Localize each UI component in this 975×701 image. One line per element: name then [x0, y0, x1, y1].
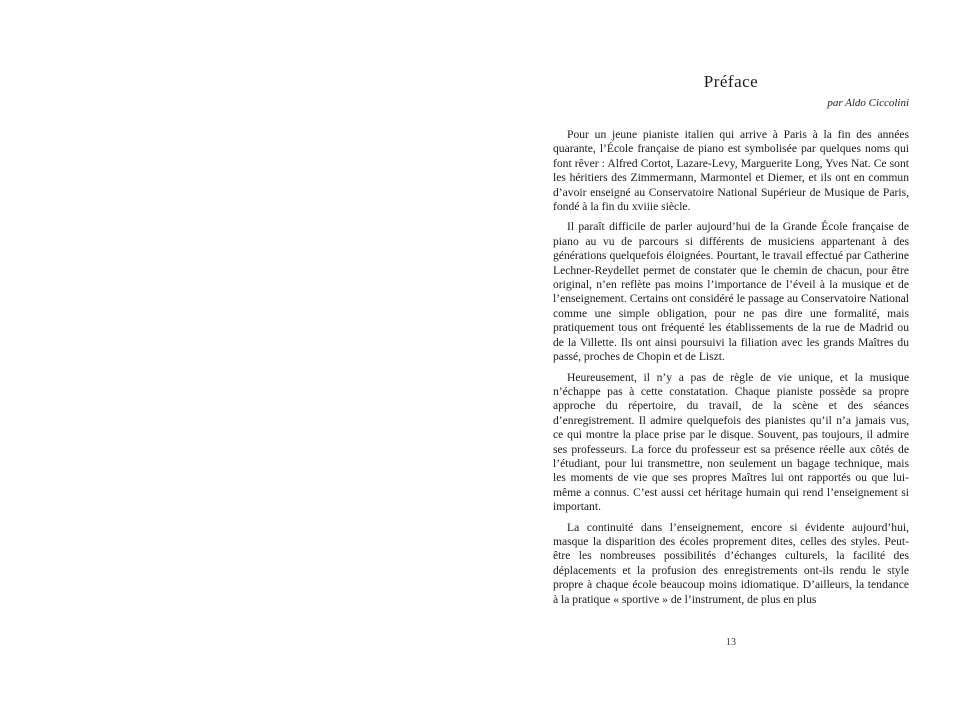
paragraph: Pour un jeune pianiste italien qui arrive à Paris à la fin des années quarante, l’École française de piano est symbolisée par quelques noms qui font rêver : Alfred Cortot, Lazare-Levy, Marguerite Long, Yves Nat. Ce sont les héritiers des Zimmermann, Marmontel et Diemer, et ils ont en commun d’avoir enseigné au Conservatoire National Supérieur de Musique de Paris, fondé à la fin du xviiie siècle.	[553, 128, 909, 214]
paragraph: Heureusement, il n’y a pas de règle de vie unique, et la musique n’échappe pas à cette constatation. Chaque pianiste possède sa propre approche du répertoire, du travail, de la scène et des séances d’enregistrement. Il admire quelquefois des pianistes qu’il n’a jamais vus, ce qui montre la place prise par le disque. Souvent, pas toujours, il admire ses professeurs. La force du professeur est sa présence réelle aux côtés de l’étudiant, pour lui transmettre, non seulement un bagage technique, mais les moments de vie que ses propres Maîtres lui ont rapportés ou que lui-même a connus. C’est aussi cet héritage humain qui rend l’enseignement si important.	[553, 370, 909, 514]
paragraph: Il paraît difficile de parler aujourd’hui de la Grande École française de piano au vu de parcours si différents de musiciens appartenant à des générations quelquefois éloignées. Pourtant, le travail effectué par Catherine Lechner-Reydellet permet de constater que le chemin de chacun, pour être original, n’en reflète pas moins l’importance de l’éveil à la musique et de l’enseignement. Certains ont considéré le passage au Conservatoire National comme une simple obligation, pour ne pas dire une formalité, mais pratiquement tous ont fréquenté les établissements de la rue de Madrid ou de la Villette. Ils ont ainsi poursuivi la filiation avec les grands Maîtres du passé, proches de Chopin et de Liszt.	[553, 220, 909, 364]
author-byline: par Aldo Ciccolini	[827, 97, 909, 109]
left-page-blank	[0, 0, 487, 701]
paragraph: La continuité dans l’enseignement, encore si évidente aujourd’hui, masque la disparition des écoles proprement dites, celles des styles. Peut-être les nombreuses possibilités d’échanges culturels, la facilité des déplacements et la profusion des enregistrements ont-ils rendu le style propre à chaque école beaucoup moins idiomatique. D’ailleurs, la tendance à la pratique « sportive » de l’instrument, de plus en plus	[553, 520, 909, 606]
body-text	[553, 128, 909, 613]
page-number: 13	[726, 637, 736, 648]
chapter-title: Préface	[703, 72, 759, 91]
